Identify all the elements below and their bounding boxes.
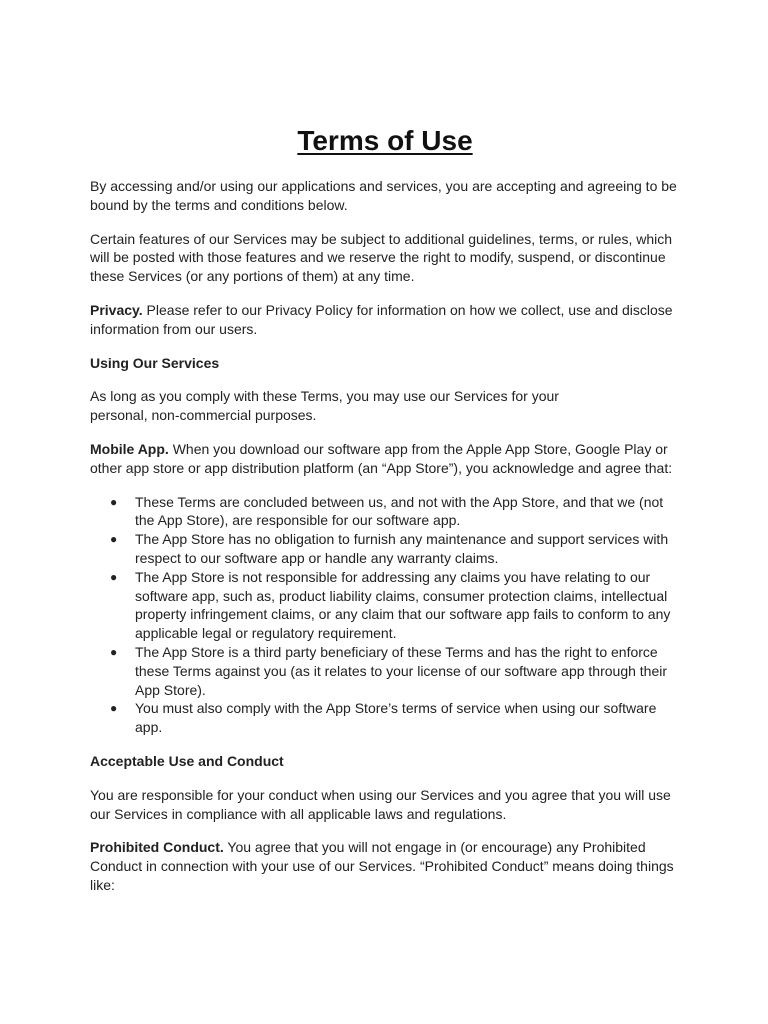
bullet-icon: ● — [110, 494, 118, 509]
list-item — [90, 493, 675, 531]
bullet-icon: ● — [110, 644, 118, 659]
prohibited-text: You agree that you will not engage in (or encourage) any Prohibited Conduct in connection with your use of our Services. “Prohibited Conduct” means doing things like: — [90, 839, 674, 893]
list-item-text: These Terms are concluded between us, and not with the App Store, and that we (not the App Store), are responsible for our software app. — [135, 493, 664, 529]
mobile-app-paragraph — [90, 440, 680, 478]
conduct-heading: Acceptable Use and Conduct — [90, 752, 284, 769]
privacy-paragraph — [90, 301, 680, 339]
prohibited-lead: Prohibited Conduct. — [90, 839, 224, 856]
bullet-icon: ● — [110, 701, 118, 716]
prohibited-paragraph — [90, 838, 680, 894]
privacy-text: Please refer to our Privacy Policy for information on how we collect, use and disclose information from our users. — [90, 301, 673, 337]
bullet-icon: ● — [110, 532, 118, 547]
mobile-app-lead: Mobile App. — [90, 440, 169, 457]
list-item-text: The App Store has no obligation to furnish any maintenance and support services with respect to our software app or handle any warranty claims. — [135, 531, 669, 566]
using-services-heading: Using Our Services — [90, 354, 220, 371]
page-title: Terms of Use — [297, 125, 473, 156]
document-page — [90, 0, 680, 895]
list-item-text: The App Store is not responsible for addressing any claims you have relating to our software app, such as, product liability claims, consumer protection claims, intellectual property infringement claims, or any claim that our software app fails to conform to any applicable legal or regulatory requirement. — [135, 568, 671, 642]
privacy-lead: Privacy. — [90, 301, 143, 318]
list-item-text: The App Store is a third party beneficiary of these Terms and has the right to enforce these Terms against you (as it relates to your license of our software app through their App Store). — [135, 643, 668, 698]
list-item — [90, 699, 675, 737]
features-paragraph: Certain features of our Services may be subject to additional guidelines, terms, or rules, which will be posted with those features and we reserve the right to modify, suspend, or discontinue these Services (or any portions of them) at any time. — [90, 230, 673, 285]
bullet-icon: ● — [110, 569, 118, 584]
list-item — [90, 530, 675, 568]
app-store-list — [90, 493, 675, 737]
list-item — [90, 568, 675, 643]
conduct-paragraph: You are responsible for your conduct when using our Services and you agree that you will use our Services in compliance with all applicable laws and regulations. — [90, 786, 671, 822]
list-item — [90, 643, 675, 699]
intro-paragraph: By accessing and/or using our applications and services, you are accepting and agreeing to be bound by the terms and conditions below. — [90, 178, 677, 213]
using-services-paragraph: As long as you comply with these Terms, you may use our Services for your personal, non-commercial purposes. — [90, 388, 559, 424]
mobile-app-text: When you download our software app from the Apple App Store, Google Play or other app store or app distribution platform (an “App Store”), you acknowledge and agree that: — [90, 440, 673, 476]
list-item-text: You must also comply with the App Store’s terms of service when using our software app. — [135, 700, 657, 736]
